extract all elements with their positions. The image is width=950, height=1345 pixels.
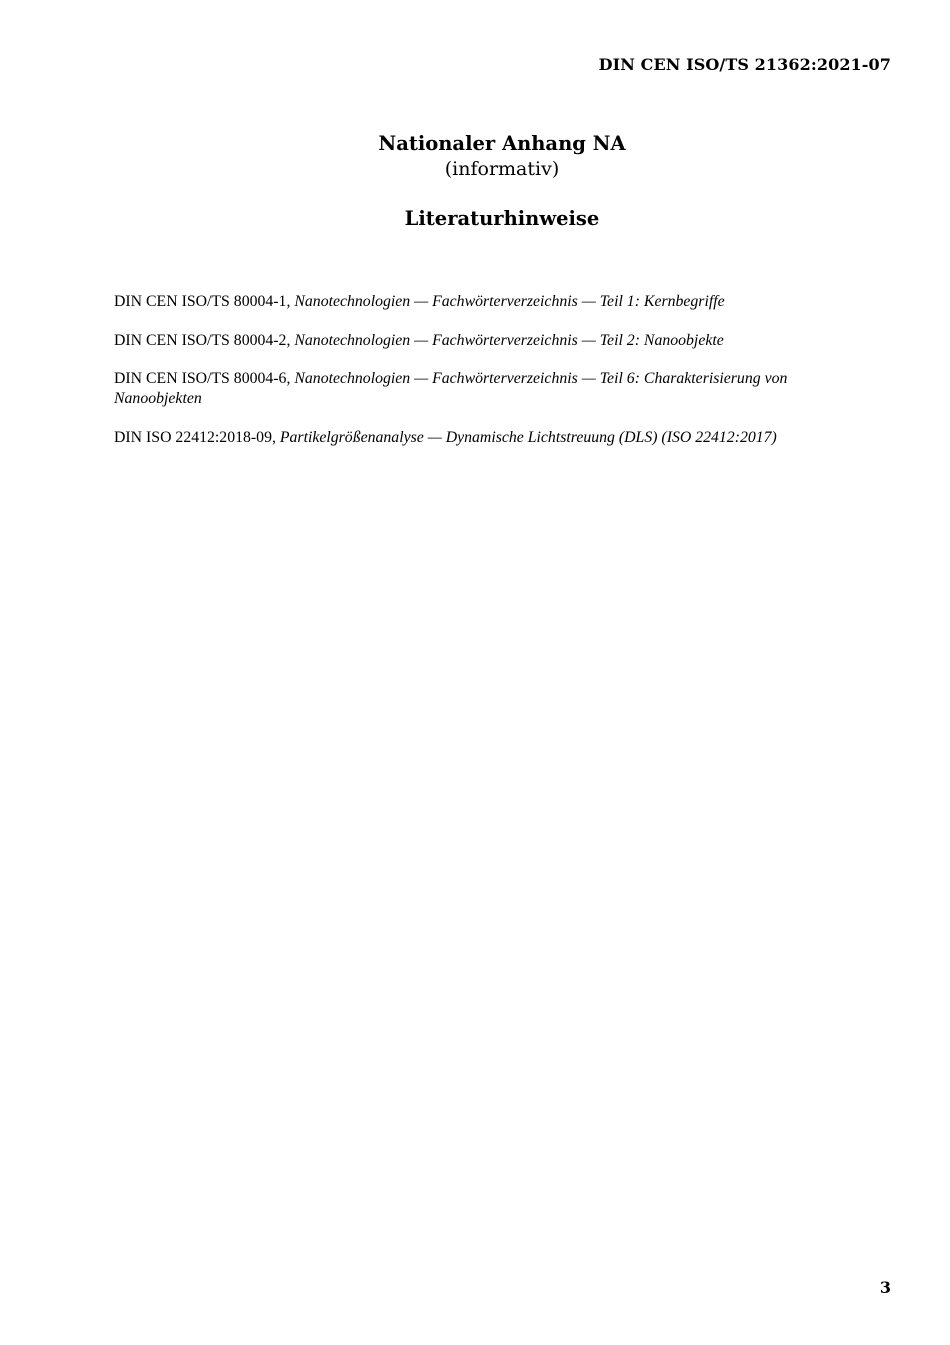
reference-code: DIN CEN ISO/TS 80004-1, [114, 293, 291, 310]
page-number: 3 [879, 1278, 891, 1297]
reference-item [114, 292, 859, 312]
annex-heading [0, 131, 950, 182]
reference-title: Partikelgrößenanalyse — Dynamische Lichtstreuung (DLS) (ISO 22412:2017) [279, 428, 777, 446]
reference-title: Nanotechnologien — Fachwörterverzeichnis — Teil 2: Nanoobjekte [294, 331, 724, 349]
annex-subtitle: (informativ) [444, 158, 560, 180]
reference-code: DIN CEN ISO/TS 80004-6, [114, 370, 291, 387]
section-title: Literaturhinweise [404, 207, 600, 230]
reference-item [114, 428, 859, 448]
reference-code: DIN ISO 22412:2018-09, [114, 428, 276, 446]
annex-title: Nationaler Anhang NA [378, 132, 626, 155]
reference-list [114, 292, 859, 466]
document-id: DIN CEN ISO/TS 21362:2021-07 [598, 55, 891, 74]
reference-item [114, 331, 859, 351]
reference-title: Nanotechnologien — Fachwörterverzeichnis — Teil 1: Kernbegriffe [294, 293, 725, 310]
reference-item [114, 369, 859, 409]
reference-code: DIN CEN ISO/TS 80004-2, [114, 331, 291, 349]
reference-title: Nanotechnologien — Fachwörterverzeichnis — Teil 6: Charakterisierung von Nanoobjekten [114, 370, 788, 407]
